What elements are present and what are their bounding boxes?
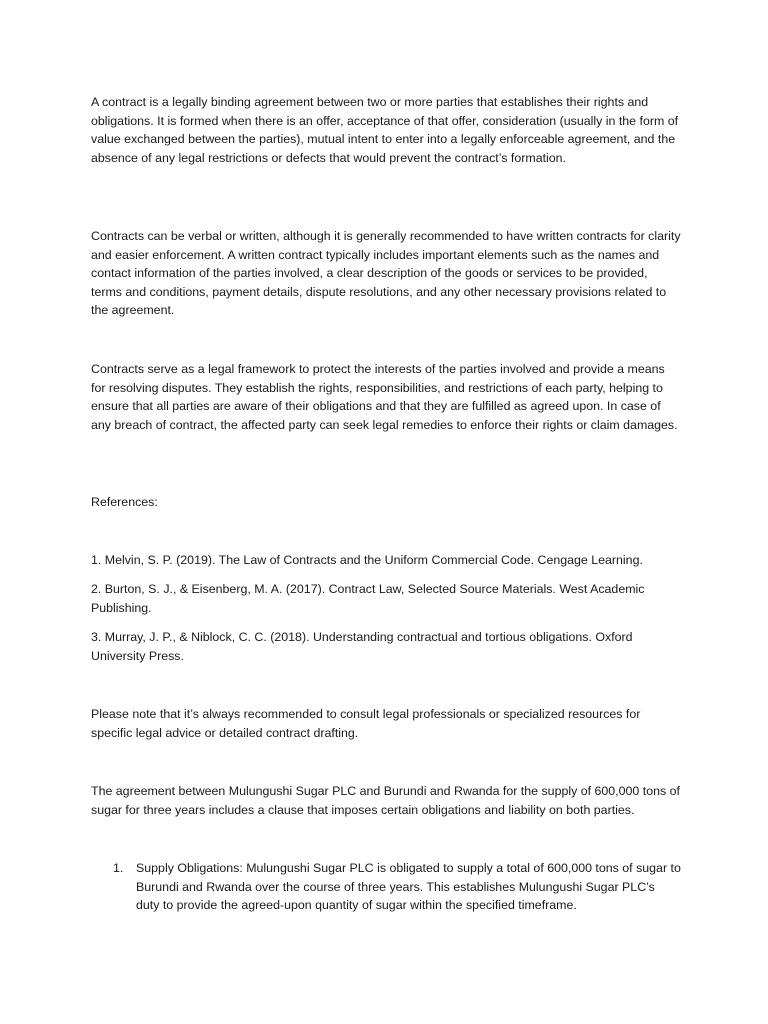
references-heading: References: <box>91 495 158 509</box>
paragraph-contract-forms: Contracts can be verbal or written, although it is generally recommended to have written contracts for clarity and easier enforcement. A written contract typically includes important elements such as the names and contact information of the parties involved, a clear description of the goods or services to be provided, terms and conditions, payment details, dispute resolutions, and any other necessary provisions related to the agreement. <box>91 229 681 318</box>
paragraph-contract-definition: A contract is a legally binding agreement between two or more parties that establishes their rights and obligations. It is formed when there is an offer, acceptance of that offer, consideration (usually in the form of value exchanged between the parties), mutual intent to enter into a legally enforceable agreement, and the absence of any legal restrictions or defects that would prevent the contract’s formation. <box>91 95 679 165</box>
list-item-number: 1. <box>113 861 124 875</box>
reference-item-3: 3. Murray, J. P., & Niblock, C. C. (2018). Understanding contractual and tortious obligations. Oxford University Press. <box>91 630 633 663</box>
list-item-text: Supply Obligations: Mulungushi Sugar PLC is obligated to supply a total of 600,000 tons of sugar to Burundi and Rwanda over the course of three years. This establishes Mulungushi Sugar PLC’s duty to provide the agreed-upon quantity of sugar within the specified timeframe. <box>136 861 681 913</box>
reference-item-2: 2. Burton, S. J., & Eisenberg, M. A. (2017). Contract Law, Selected Source Materials. West Academic Publishing. <box>91 582 645 615</box>
paragraph-contract-purpose: Contracts serve as a legal framework to protect the interests of the parties involved and provide a means for resolving disputes. They establish the rights, responsibilities, and restrictions of each party, helping to ensure that all parties are aware of their obligations and that they are fulfilled as agreed upon. In case of any breach of contract, the affected party can seek legal remedies to enforce their rights or claim damages. <box>91 362 678 432</box>
reference-item-1: 1. Melvin, S. P. (2019). The Law of Contracts and the Uniform Commercial Code. Cengage Learning. <box>91 553 643 567</box>
paragraph-note: Please note that it’s always recommended to consult legal professionals or specialized resources for specific legal advice or detailed contract drafting. <box>91 707 641 740</box>
paragraph-agreement-intro: The agreement between Mulungushi Sugar PLC and Burundi and Rwanda for the supply of 600,000 tons of sugar for three years includes a clause that imposes certain obligations and liability on both parties. <box>91 784 680 817</box>
